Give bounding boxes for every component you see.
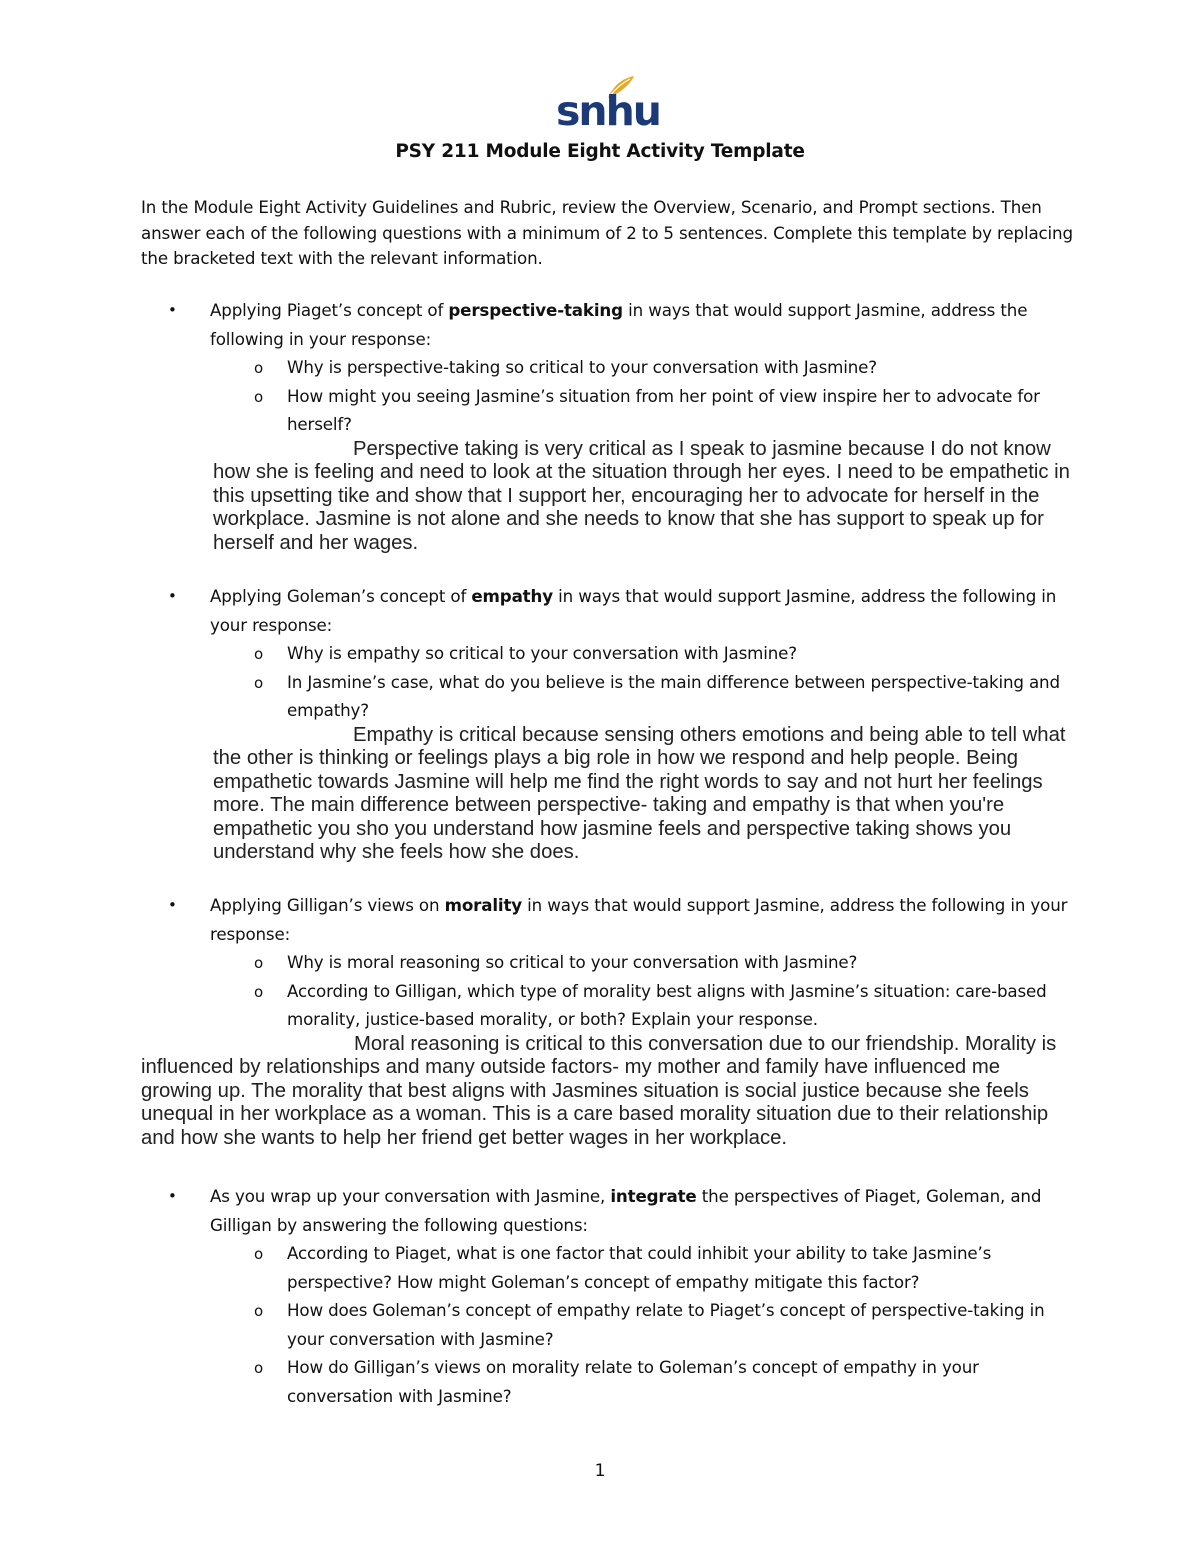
bullet-prompt: [0, 582, 1070, 639]
sub-bullet-icon: o: [254, 359, 264, 377]
answer-text: Perspective taking is very critical as I speak to jasmine because I do not know how she is feeling and need to look at the situation through her eyes. I need to be empathetic in this upsetting tike and show that I support her, encouraging her to advocate for herself in the workplace. Jasmine is not alone and she needs to know that she has support to speak up for herself and her wages.: [213, 437, 1070, 554]
sub-bullet-icon: o: [254, 1359, 264, 1377]
prompt-text: Applying Piaget’s concept of: [210, 300, 449, 320]
sub-question: [0, 353, 1072, 382]
prompt-text: in ways that would support Jasmine, address the following in your response:: [210, 895, 1068, 944]
sub-bullet-icon: o: [254, 954, 264, 972]
prompt-text: Applying Gilligan’s views on: [210, 895, 445, 915]
bullet-icon: •: [168, 587, 177, 605]
prompt-keyword: integrate: [610, 1186, 697, 1206]
sub-bullet-icon: o: [254, 1245, 264, 1263]
prompt-keyword: morality: [444, 895, 523, 915]
bullet-prompt: [0, 891, 1070, 948]
prompt-text: in ways that would support Jasmine, address the following in your response:: [210, 586, 1057, 635]
sub-bullet-icon: o: [254, 1302, 264, 1320]
section-integrate: [0, 1182, 1200, 1410]
sub-question: [0, 1296, 1072, 1353]
prompt-keyword: empathy: [471, 586, 553, 606]
bullet-prompt: [0, 296, 1070, 353]
page-title: PSY 211 Module Eight Activity Template: [395, 141, 805, 162]
sub-question-text: In Jasmine’s case, what do you believe is the main difference between perspective-taking and empathy?: [287, 671, 1060, 720]
section-empathy: [0, 582, 1200, 865]
intro-paragraph: In the Module Eight Activity Guidelines and Rubric, review the Overview, Scenario, and Prompt sections. Then answer each of the following questions with a minimum of 2 to 5 sentences. Complete this template by replacing the bracketed text with the relevant information.: [141, 197, 1073, 268]
prompt-keyword: perspective-taking: [448, 300, 623, 320]
sub-question-text: How do Gilligan’s views on morality relate to Goleman’s concept of empathy in your conversation with Jasmine?: [287, 1357, 979, 1406]
bullet-prompt: [0, 1182, 1070, 1239]
sub-question: [0, 382, 1072, 439]
sub-question: [0, 948, 1072, 977]
sub-question-text: Why is perspective-taking so critical to your conversation with Jasmine?: [287, 357, 878, 377]
prompt-text: As you wrap up your conversation with Jasmine,: [210, 1186, 611, 1206]
snhu-logo: [556, 74, 660, 135]
section-perspective-taking: [0, 296, 1200, 555]
logo-text: snhu: [556, 87, 660, 135]
sub-bullet-icon: o: [254, 982, 264, 1001]
answer-text: Moral reasoning is critical to this conversation due to our friendship. Morality is influenced by relationships and many outside factors- my mother and family have influenced me growing up. The morality that best aligns with Jasmines situation is social justice because she feels unequal in her workplace as a woman. This is a care based morality situation due to their relationship and how she wants to help her friend get better wages in her workplace.: [141, 1032, 1057, 1149]
bullet-icon: •: [168, 301, 177, 319]
sub-question: [0, 1353, 1072, 1410]
sub-question: [0, 1239, 1072, 1296]
sub-bullet-icon: o: [254, 645, 264, 663]
sub-question-text: How might you seeing Jasmine’s situation from her point of view inspire her to advocate for herself?: [287, 385, 1040, 434]
sub-question-text: Why is empathy so critical to your conversation with Jasmine?: [287, 643, 797, 663]
prompt-text: in ways that would support Jasmine, address the following in your response:: [210, 300, 1028, 349]
sub-question: [0, 668, 1072, 725]
section-morality: [0, 891, 1200, 1150]
bullet-icon: •: [168, 896, 177, 914]
answer-text: Empathy is critical because sensing others emotions and being able to tell what the other is thinking or feelings plays a big role in how we respond and help people. Being empathetic towards Jasmine will help me find the right words to say and not hurt her feelings more. The main difference between perspective- taking and empathy is that when you're empathetic you sho you understand how jasmine feels and perspective taking shows you understand why she feels how she does.: [213, 723, 1066, 864]
bullet-icon: •: [168, 1187, 177, 1205]
sub-question-text: Why is moral reasoning so critical to your conversation with Jasmine?: [287, 952, 858, 972]
sub-question-text: How does Goleman’s concept of empathy relate to Piaget’s concept of perspective-taking in your conversation with Jasmine?: [287, 1300, 1045, 1349]
sub-bullet-icon: o: [254, 387, 264, 406]
sub-bullet-icon: o: [254, 673, 264, 692]
sub-question-text: According to Gilligan, which type of morality best aligns with Jasmine’s situation: care-based morality, justice-based morality, or both? Explain your response.: [287, 980, 1047, 1029]
sub-question: [0, 977, 1072, 1034]
page-number: 1: [594, 1461, 606, 1481]
prompt-text: the perspectives of Piaget, Goleman, and Gilligan by answering the following questions:: [210, 1186, 1042, 1235]
sub-question-text: According to Piaget, what is one factor that could inhibit your ability to take Jasmine’s perspective? How might Goleman’s concept of empathy mitigate this factor?: [287, 1243, 992, 1292]
prompt-text: Applying Goleman’s concept of: [210, 586, 472, 606]
sub-question: [0, 639, 1072, 668]
